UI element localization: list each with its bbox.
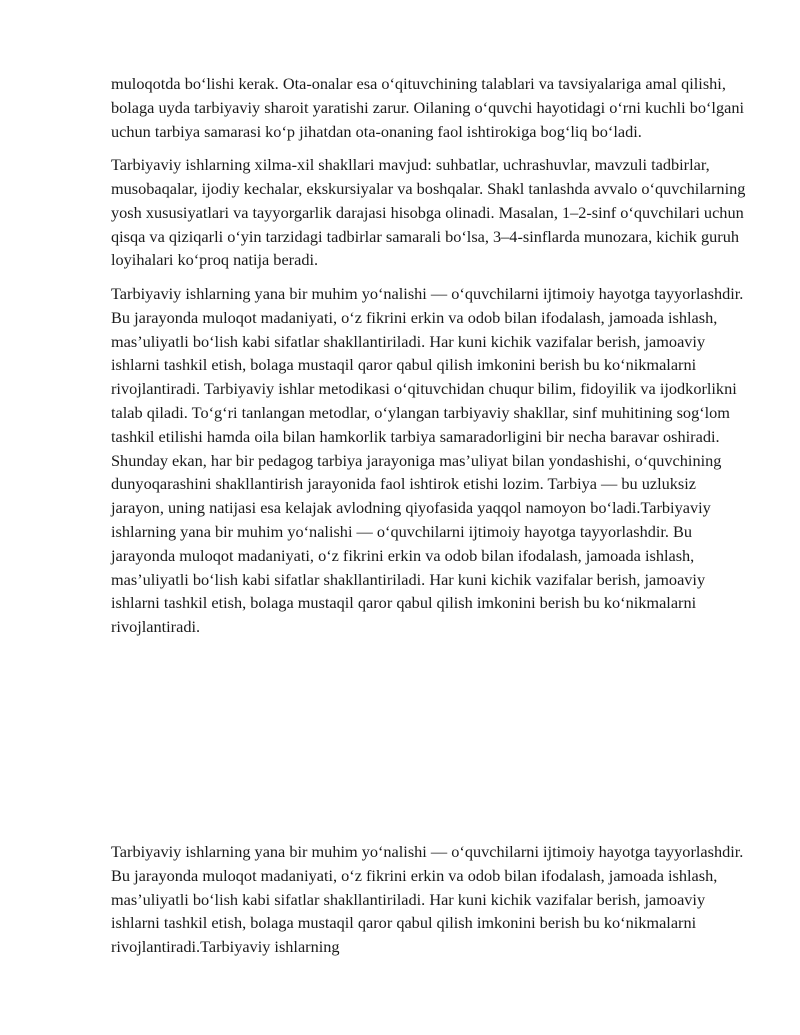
paragraph-parent-involvement: muloqotda bo‘lishi kerak. Ota-onalar esa o‘qituvchining talablari va tavsiyalariga amal qilishi, bolaga uyda tarbiyaviy sharoit yaratishi zarur. Oilaning o‘quvchi hayotidagi o‘rni kuchli bo‘lgani uchun tarbiya samarasi ko‘p jihatdan ota-onaning faol ishtirokiga bog‘liq bo‘ladi. (111, 74, 744, 141)
paragraph-forms-of-activities: Tarbiyaviy ishlarning xilma-xil shakllari mavjud: suhbatlar, uchrashuvlar, mavzuli tadbirlar, musobaqalar, ijodiy kechalar, ekskursiyalar va boshqalar. Shakl tanlashda avvalo o‘quvchilarning yosh xususiyatlari va tayyorgarlik darajasi hisobga olinadi. Masalan, 1–2-sinf o‘quvchilari uchun qisqa va qiziqarli o‘yin tarzidagi tadbirlar samarali bo‘lsa, 3–4-sinflarda munozara, kichik guruh loyihalari ko‘proq natija beradi. (111, 155, 746, 270)
paragraph-social-preparation: Tarbiyaviy ishlarning yana bir muhim yo‘nalishi — o‘quvchilarni ijtimoiy hayotga tayyorlashdir. Bu jarayonda muloqot madaniyati, o‘z fikrini erkin va odob bilan ifodalash, jamoada ishlash, mas’uliyatli bo‘lish kabi sifatlar shakllantiriladi. Har kuni kichik vazifalar berish, jamoaviy ishlarni tashkil etish, bolaga mustaqil qaror qabul qilish imkonini berish bu ko‘nikmalarni rivojlantiradi. Tarbiyaviy ishlar metodikasi o‘qituvchidan chuqur bilim, fidoyilik va ijodkorlikni talab qiladi. To‘g‘ri tanlangan metodlar, o‘ylangan tarbiyaviy shakllar, sinf muhitining sog‘lom tashkil etilishi hamda oila bilan hamkorlik tarbiya samaradorligini bir necha baravar oshiradi. Shunday ekan, har bir pedagog tarbiya jarayoniga mas’uliyat bilan yondashishi, o‘quvchining dunyoqarashini shakllantirish jarayonida faol ishtirok etishi lozim. Tarbiya — bu uzluksiz jarayon, uning natijasi esa kelajak avlodning qiyofasida yaqqol namoyon bo‘ladi.Tarbiyaviy ishlarning yana bir muhim yo‘nalishi — o‘quvchilarni ijtimoiy hayotga tayyorlashdir. Bu jarayonda muloqot madaniyati, o‘z fikrini erkin va odob bilan ifodalash, jamoada ishlash, mas’uliyatli bo‘lish kabi sifatlar shakllantiriladi. Har kuni kichik vazifalar berish, jamoaviy ishlarni tashkil etish, bolaga mustaqil qaror qabul qilish imkonini berish bu ko‘nikmalarni rivojlantiradi. (111, 283, 744, 637)
paragraph-social-preparation-repeat: Tarbiyaviy ishlarning yana bir muhim yo‘nalishi — o‘quvchilarni ijtimoiy hayotga tayyorlashdir. Bu jarayonda muloqot madaniyati, o‘z fikrini erkin va odob bilan ifodalash, jamoada ishlash, mas’uliyatli bo‘lish kabi sifatlar shakllantiriladi. Har kuni kichik vazifalar berish, jamoaviy ishlarni tashkil etish, bolaga mustaqil qaror qabul qilish imkonini berish bu ko‘nikmalarni rivojlantiradi.Tarbiyaviy ishlarning (111, 842, 744, 957)
document-body-bottom (111, 840, 751, 969)
document-body-top (111, 72, 751, 649)
